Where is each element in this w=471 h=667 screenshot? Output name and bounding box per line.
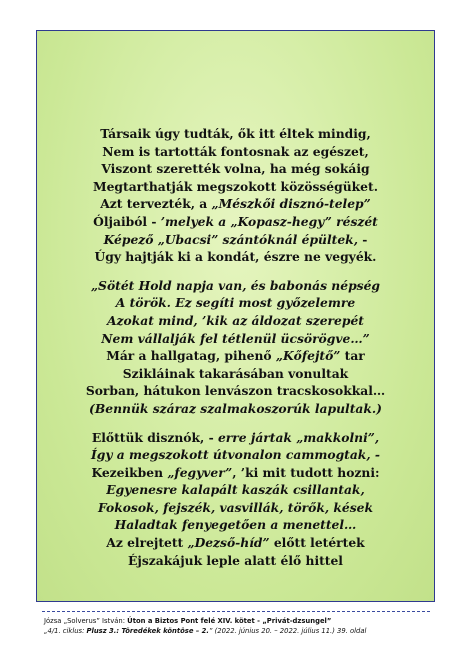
poem-line (37, 464, 434, 482)
poem-text: (Bennük száraz szalmakoszorúk lapultak.) (89, 400, 382, 416)
stanza (37, 125, 434, 266)
poem-text: Az elrejtett (106, 535, 188, 551)
poem-line (37, 446, 434, 464)
footer-text: Plusz 3.: (86, 627, 122, 635)
poem-text: Sorban, hátukon lenvászon tracskosokkal… (85, 383, 386, 399)
footer-text: „4/1. ciklus: (44, 627, 87, 635)
poem-text: - (357, 231, 368, 247)
poem-text: Nem vállalják fel tétlenül ücsörögve…” (101, 330, 370, 346)
poem-text: Nem is tartották fontosnak az egészet, (102, 143, 369, 159)
poem-line (37, 347, 434, 365)
poem-text: „Kőfejtő” (275, 348, 341, 364)
poem-text: Azokat mind, ’kik az áldozat szerepét (107, 312, 364, 328)
poem-line (37, 330, 434, 348)
poem-text: Viszont szerették volna, ha még sokáig (101, 161, 370, 177)
poem (37, 125, 434, 580)
poem-line (37, 160, 434, 178)
poem-text: Így a megszokott útvonalon cammogtak, - (90, 447, 380, 463)
poem-text: Képező „Ubacsi” szántóknál épültek, (103, 231, 358, 247)
poem-text: tar (340, 348, 365, 364)
footer-text: Töredékek köntöse – 2. (121, 627, 209, 635)
poem-line (37, 213, 434, 231)
poem-text: Szikláinak takarásában vonultak (122, 365, 349, 381)
poem-text: „fegyver” (167, 464, 233, 480)
poem-line (37, 499, 434, 517)
poem-text: előtt letértek (269, 535, 365, 551)
poem-line (37, 365, 434, 383)
poem-text: Haladtak fenyegetően a menettel… (114, 517, 357, 533)
poem-text: Úgy hajtják ki a kondát, észre ne vegyék. (94, 249, 377, 265)
poem-line (37, 516, 434, 534)
poem-text: Kezeikben (91, 464, 168, 480)
poem-text: Fokosok, fejszék, vasvillák, törők, kések (97, 499, 374, 515)
poem-text: erre jártak „makkolni”, (217, 429, 380, 445)
footer-text: ” (2022. június 20. – 2022. július 11.) 39. oldal (208, 627, 367, 635)
poem-text: Azt tervezték, a (100, 196, 212, 212)
poem-line (37, 231, 434, 249)
poem-text: Már a hallgatag, pihenő (106, 348, 276, 364)
poem-line (37, 312, 434, 330)
poem-text: „Mészkői disznó-telep” (211, 196, 371, 212)
poem-text: Megtarthatják megszokott közösségüket. (93, 178, 378, 194)
poem-line (37, 143, 434, 161)
footer-text: Úton a Biztos Pont felé XIV. kötet - „Privát-dzsungel” (127, 617, 332, 625)
poem-line (37, 294, 434, 312)
footer-line-2 (44, 626, 428, 636)
poem-line (37, 481, 434, 499)
poem-line (37, 277, 434, 295)
poem-text: A török. Ez segíti most győzelemre (115, 295, 356, 311)
poem-line (37, 178, 434, 196)
stanza (37, 277, 434, 418)
poem-text: Előttük disznók, - (91, 429, 218, 445)
stanza (37, 429, 434, 570)
footer-divider (42, 611, 430, 612)
poem-text: Óljaiból - (93, 213, 161, 229)
poem-line (37, 382, 434, 400)
footer (44, 616, 428, 636)
poem-text: Éjszakájuk leple alatt élő hittel (128, 552, 343, 568)
page-frame (36, 30, 435, 602)
footer-text: Józsa „Solverus” István: (44, 617, 128, 625)
poem-line (37, 429, 434, 447)
poem-text: ’melyek a „Kopasz-hegy” részét (160, 213, 378, 229)
footer-line-1 (44, 616, 428, 626)
poem-line (37, 534, 434, 552)
poem-text: Egyenesre kalapált kaszák csillantak, (106, 482, 365, 498)
poem-text: Társaik úgy tudták, ők itt éltek mindig, (100, 126, 371, 141)
poem-line (37, 400, 434, 418)
poem-text: , ’ki mit tudott hozni: (232, 464, 380, 480)
poem-line (37, 552, 434, 570)
poem-text: „Dezső-híd” (187, 535, 270, 551)
poem-line (37, 248, 434, 266)
poem-line (37, 125, 434, 143)
poem-text: „Sötét Hold napja van, és babonás népség (90, 277, 381, 293)
poem-line (37, 195, 434, 213)
